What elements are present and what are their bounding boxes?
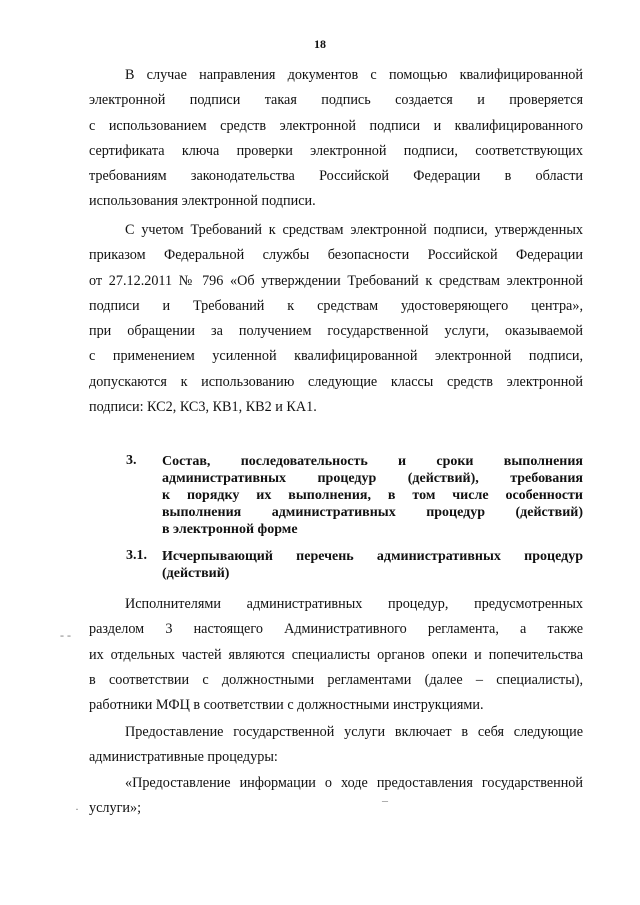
heading-line: (действий) bbox=[162, 566, 230, 581]
paragraph-line: в соответствии с должностными регламентами (далее – специалисты), bbox=[89, 671, 583, 688]
paragraph-line: С учетом Требований к средствам электронной подписи, утвержденных bbox=[125, 222, 583, 238]
paragraph-line: сертификата ключа проверки электронной подписи, соответствующих bbox=[89, 142, 583, 159]
paragraph-line: с использованием средств электронной подписи и квалифицированного bbox=[89, 117, 583, 134]
paragraph-line: административные процедуры: bbox=[89, 749, 278, 766]
paragraph-signature-classes bbox=[89, 218, 583, 420]
paragraph-line: «Предоставление информации о ходе предоставления государственной bbox=[125, 775, 583, 791]
paragraph-line: Предоставление государственной услуги включает в себя следующие bbox=[125, 724, 583, 740]
heading-line: Состав, последовательность и сроки выполнения bbox=[162, 454, 583, 469]
heading-line: Исчерпывающий перечень административных процедур bbox=[162, 549, 583, 564]
paragraph-line: их отдельных частей являются специалисты органов опеки и попечительства bbox=[89, 646, 583, 663]
paragraph-line: В случае направления документов с помощью квалифицированной bbox=[125, 67, 583, 83]
paragraph-line: с применением усиленной квалифицированной электронной подписи, bbox=[89, 348, 583, 365]
paragraph-line: услуги»; bbox=[89, 800, 142, 817]
section-title bbox=[162, 453, 583, 538]
heading-line: в электронной форме bbox=[162, 522, 298, 537]
paragraph-line: разделом 3 настоящего Административного регламента, а также bbox=[89, 621, 583, 638]
paragraph-line: использования электронной подписи. bbox=[89, 193, 316, 210]
paragraph-line: от 27.12.2011 № 796 «Об утверждении Требований к средствам электронной bbox=[89, 272, 583, 289]
heading-line: к порядку их выполнения, в том числе особенности bbox=[162, 488, 583, 503]
paragraph-electronic-signature bbox=[89, 63, 583, 215]
scan-mark: - - bbox=[60, 628, 71, 642]
paragraph-line: подписи и Требований к средствам удостоверяющего центра», bbox=[89, 297, 583, 314]
paragraph-line: при обращении за получением государственной услуги, оказываемой bbox=[89, 323, 583, 340]
paragraph-line: допускаются к использованию следующие классы средств электронной bbox=[89, 373, 583, 390]
heading-line: административных процедур (действий), требования bbox=[162, 471, 583, 486]
section-number: 3.1. bbox=[126, 548, 147, 563]
section-title bbox=[162, 548, 583, 582]
paragraph-line: приказом Федеральной службы безопасности Российской Федерации bbox=[89, 247, 583, 264]
paragraph-line: требованиям законодательства Российской Федерации в области bbox=[89, 168, 583, 185]
heading-line: выполнения административных процедур (действий) bbox=[162, 505, 583, 520]
paragraph-line: Исполнителями административных процедур, предусмотренных bbox=[125, 596, 583, 612]
scan-mark: – bbox=[382, 793, 388, 807]
paragraph-procedure-item bbox=[89, 771, 583, 822]
section-number: 3. bbox=[126, 453, 137, 468]
paragraph-procedures-intro bbox=[89, 720, 583, 771]
paragraph-line: электронной подписи такая подпись создается и проверяется bbox=[89, 92, 583, 109]
page-number: 18 bbox=[314, 37, 326, 51]
paragraph-line: работники МФЦ в соответствии с должностными инструкциями. bbox=[89, 697, 484, 714]
paragraph-line: подписи: КС2, КС3, КВ1, КВ2 и КА1. bbox=[89, 399, 317, 416]
scan-mark: · bbox=[75, 802, 79, 816]
paragraph-executors bbox=[89, 592, 583, 718]
